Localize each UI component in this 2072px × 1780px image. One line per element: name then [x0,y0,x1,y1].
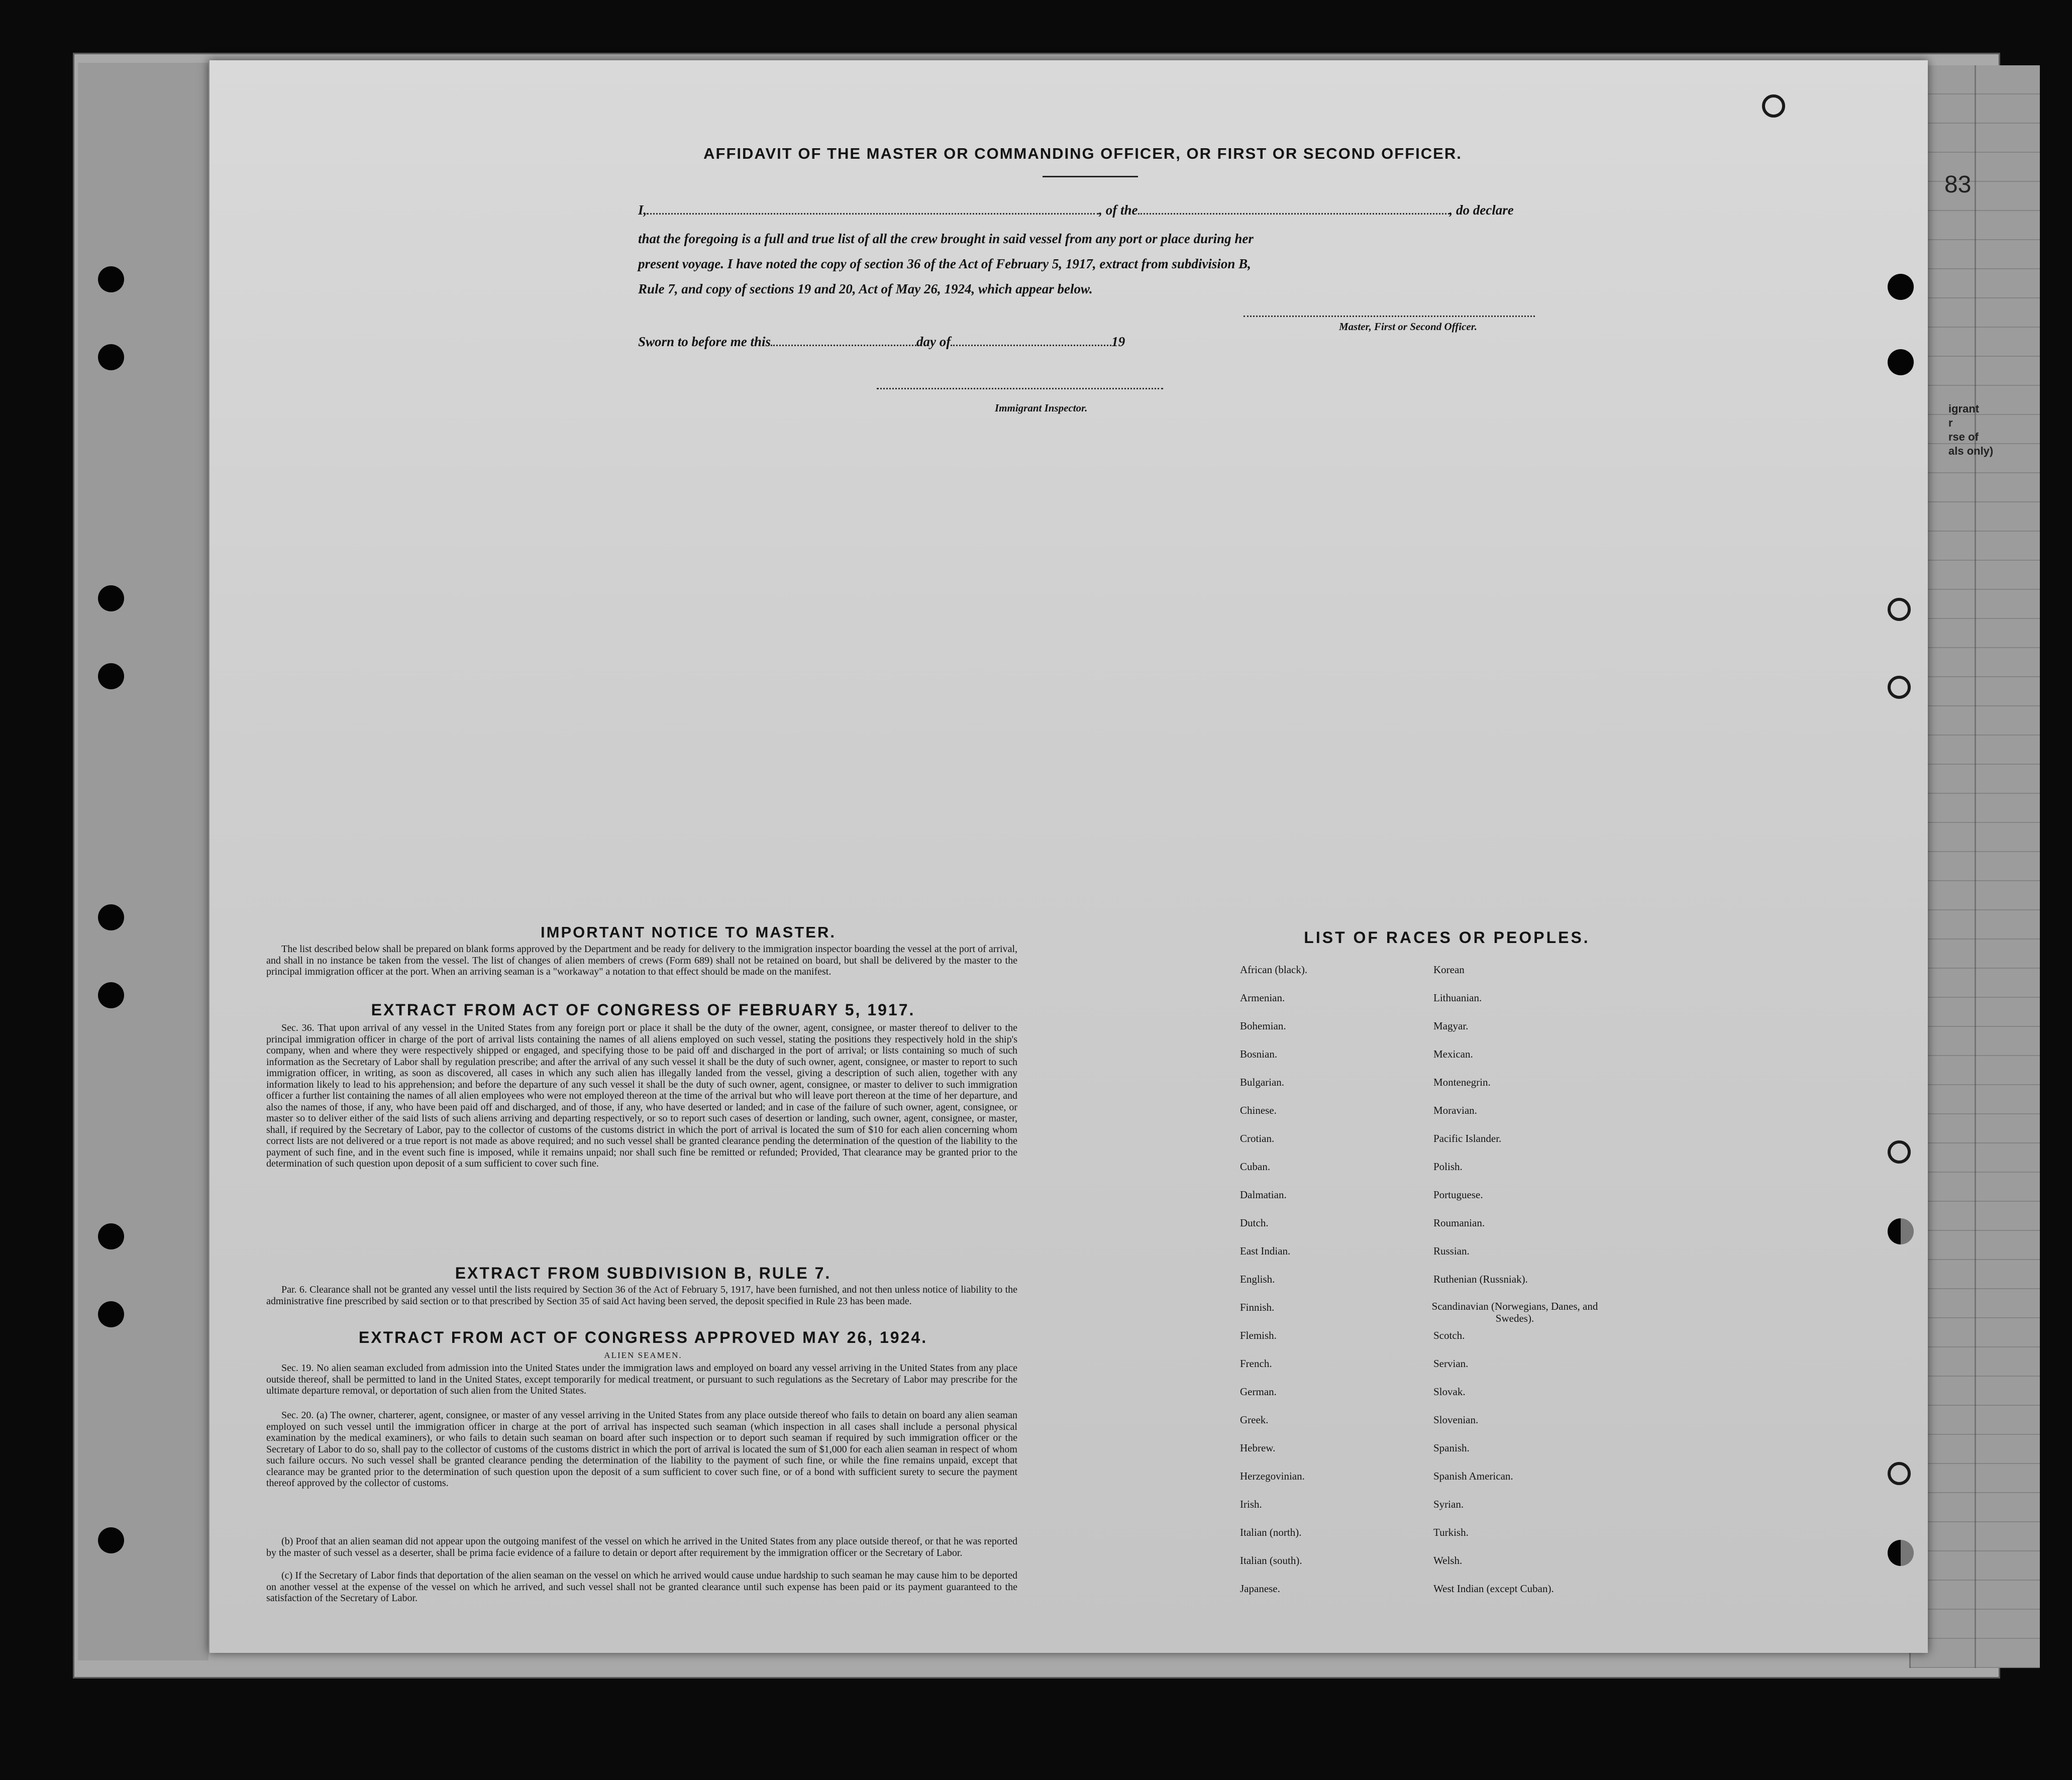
race-item: Scotch. [1433,1329,1465,1341]
race-item: Polish. [1433,1161,1463,1173]
race-item: Mexican. [1433,1048,1473,1060]
binder-hole [98,904,124,930]
race-item: Ruthenian (Russniak). [1433,1273,1528,1285]
race-item: Roumanian. [1433,1217,1485,1229]
race-item: English. [1240,1273,1275,1285]
race-item: Russian. [1433,1245,1470,1257]
race-item: Greek. [1240,1414,1269,1426]
binder-hole [1888,676,1911,699]
race-item: German. [1240,1386,1277,1398]
extract-1917-title: EXTRACT FROM ACT OF CONGRESS OF FEBRUARY 5, 1917. [371,1001,915,1019]
extract-1917-body: Sec. 36. That upon arrival of any vessel in the United States from any foreign port or place it shall be the duty of the owner, agent, consignee, or master thereof to deliver to the principal immigration officer in charge of the port of arrival lists containing the names of all aliens employed on such vessel, stating the positions they respectively hold in the ship's company, when and where they were respectively shipped or engaged, and specifying those to be paid off and discharged in the port of arrival; or lists containing so much of such information as the Secretary of Labor shall by regulation prescribe; and after the arrival of any such vessel it shall be the duty of such owner, agent, consignee, or master to report to such immigration officer, in writing, as soon as discovered, all cases in which any such alien has illegally landed from the vessel, giving a description of such alien, together with any information likely to lead to his apprehension; and before the departure of any such vessel it shall be the duty of such owner, agent, consignee, or master to deliver to such immigration officer a further list containing the names of all alien employees who were not employed thereon at the time of the arrival but who will leave port thereon at the time of her departure, and also the names of those, if any, who have been paid off and discharged, and of those, if any, who have deserted or landed; and in case of the failure of such owner, agent, consignee, or master so to deliver either of the said lists of such aliens arriving and departing respectively, or so to report such cases of desertion or landing, such owner, agent, consignee, or master, shall, if required by the Secretary of Labor, pay to the collector of customs of the customs district in which the port of arrival is located the sum of $10 for each alien concerning whom correct lists are not delivered or a true report is not made as above required; and no such vessel shall be granted clearance pending the determination of the question of the liability to the payment of such fine, and in the event such fine is imposed, while it remains unpaid; nor shall such fine be remitted or refunded; Provided, That clearance may be granted prior to the determination of such question upon deposit of a sum sufficient to cover such fine. [266,1022,1017,1169]
race-item: Montenegrin. [1433,1076,1491,1088]
race-item: Crotian. [1240,1132,1275,1144]
inspector-signature-line [877,388,1163,389]
extract-rule7-title: EXTRACT FROM SUBDIVISION B, RULE 7. [455,1264,832,1282]
race-item: Spanish. [1433,1442,1470,1454]
race-item: East Indian. [1240,1245,1291,1257]
race-item: Moravian. [1433,1104,1477,1116]
race-item: Bosnian. [1240,1048,1278,1060]
extract-1924-sec19: Sec. 19. No alien seaman excluded from admission into the United States under the immigration laws and employed on board any vessel arriving in the United States from any place outside thereof, shall be permitted to land in the United States, except temporarily for medical treatment, or pursuant to such regulations as the Secretary of Labor may prescribe for the ultimate departure removal, or deportation of such alien from the United States. [266,1363,1017,1396]
extract-1924-sec20c: (c) If the Secretary of Labor finds that deportation of the alien seaman on the vessel on which he arrived would cause undue hardship to such seaman he may cause him to be deported on another vessel at the expense of the vessel on which he arrived, and such vessel shall not be granted clearance until such expense has been paid or its payment guaranteed to the satisfaction of the Secretary of Labor. [266,1570,1017,1604]
race-item: Finnish. [1240,1301,1275,1313]
binder-hole [98,982,124,1008]
signature-label: Master, First or Second Officer. [1339,321,1477,333]
race-item: Hebrew. [1240,1442,1276,1454]
race-item: Magyar. [1433,1020,1469,1032]
affidavit-line-1: I, , of the , do declare [638,202,1514,218]
race-item: Servian. [1433,1357,1469,1370]
race-item: West Indian (except Cuban). [1433,1583,1554,1595]
extract-1924-sec20a: Sec. 20. (a) The owner, charterer, agent, consignee, or master of any vessel arriving in the United States from any place outside thereof who fails to detain on board any alien seaman employed on such vessel until the immigration officer in charge at the port of arrival has inspected such seaman (which inspection in all cases shall include a personal physical examination by the medical examiners), or who fails to detain such seaman on board after such inspection or to deport such seaman if required by such immigration officer or the Secretary of Labor to do so, shall pay to the collector of customs of the customs district in which the port of arrival is located the sum of $1,000 for each alien seaman in respect of whom such failure occurs. No such vessel shall be granted clearance pending the determination of the liability to the payment of such fine, or while the fine remains unpaid, except that clearance may be granted prior to the determination of such question upon the deposit of a sum sufficient to cover such fine, or of a bond with sufficient surety to secure the payment thereof approved by the collector of customs. [266,1410,1017,1489]
binder-hole [98,1223,124,1249]
race-item: Bulgarian. [1240,1076,1285,1088]
underlying-left-strip [78,63,209,1660]
binder-hole [98,663,124,689]
race-item: Lithuanian. [1433,992,1482,1004]
alien-seamen-heading: ALIEN SEAMEN. [604,1350,682,1360]
race-item: Irish. [1240,1498,1262,1510]
underlying-right-strip [1909,65,2040,1668]
affidavit-line-3: present voyage. I have noted the copy of section 36 of the Act of February 5, 1917, extract from subdivision B, [638,256,1251,271]
race-item: Cuban. [1240,1161,1271,1173]
race-item: Spanish American. [1433,1470,1513,1482]
notice-title: IMPORTANT NOTICE TO MASTER. [541,923,836,941]
vessel-blank [1138,202,1449,215]
race-item: Japanese. [1240,1583,1280,1595]
binder-hole [98,344,124,370]
race-item: French. [1240,1357,1272,1370]
binder-hole [1888,598,1911,621]
race-item: African (black). [1240,964,1308,976]
binder-hole [98,585,124,611]
binder-hole [1888,349,1914,375]
race-item: Herzegovinian. [1240,1470,1305,1482]
race-item: Turkish. [1433,1526,1469,1538]
race-item: Flemish. [1240,1329,1277,1341]
binder-hole [98,1527,124,1553]
extract-1924-sec20b: (b) Proof that an alien seaman did not appear upon the outgoing manifest of the vessel on which he arrived in the United States from any place outside thereof, or that he was reported by the master of such vessel as a deserter, shall be prima facie evidence of a failure to detain or deport after requirement by the immigration officer or the Secretary of Labor. [266,1536,1017,1558]
affidavit-title: AFFIDAVIT OF THE MASTER OR COMMANDING OFFICER, OR FIRST OR SECOND OFFICER. [703,145,1462,162]
race-item: Chinese. [1240,1104,1277,1116]
binder-hole [1888,1462,1911,1485]
races-title: LIST OF RACES OR PEOPLES. [1304,928,1590,947]
binder-hole [1888,274,1914,300]
binder-hole [1888,1540,1914,1566]
race-item: Dutch. [1240,1217,1269,1229]
race-item: Scandinavian (Norwegians, Danes, and Swedes). [1431,1300,1598,1324]
race-item: Pacific Islander. [1433,1132,1502,1144]
title-rule [1043,176,1138,177]
race-item: Portuguese. [1433,1189,1483,1201]
affidavit-line-4: Rule 7, and copy of sections 19 and 20, Act of May 26, 1924, which appear below. [638,281,1093,296]
race-item: Bohemian. [1240,1020,1286,1032]
binder-hole [1762,94,1785,118]
race-item: Korean [1433,964,1465,976]
binder-hole [1888,1218,1914,1244]
notice-body: The list described below shall be prepared on blank forms approved by the Department and be ready for delivery to the immigration inspector boarding the vessel at the port of arrival, and shall in no instance be taken from the vessel. The list of changes of alien members of crews (Form 689) shall not be retained on board, but shall be delivered by the master to the principal immigration officer at the port. When an arriving seaman is a "workaway" a notation to that effect should be made on the manifest. [266,944,1017,977]
binder-hole [98,1301,124,1327]
extract-1924-title: EXTRACT FROM ACT OF CONGRESS APPROVED MAY 26, 1924. [358,1328,928,1346]
race-item: Armenian. [1240,992,1285,1004]
race-item: Syrian. [1433,1498,1464,1510]
race-item: Dalmatian. [1240,1189,1287,1201]
race-item: Italian (north). [1240,1526,1302,1538]
binder-hole [98,266,124,292]
cut-column-header: igrant r rse of als only) [1948,402,1994,457]
sworn-line: Sworn to before me this day of 19 [638,334,1125,349]
race-item: Slovenian. [1433,1414,1479,1426]
race-item: Slovak. [1433,1386,1466,1398]
inspector-label: Immigrant Inspector. [995,402,1088,414]
page-number: 83 [1944,171,1972,198]
binder-hole [1888,1140,1911,1164]
affidavit-line-2: that the foregoing is a full and true list of all the crew brought in said vessel from any port or place during her [638,231,1254,246]
name-blank [647,202,1099,215]
race-item: Welsh. [1433,1554,1463,1566]
extract-rule7-body: Par. 6. Clearance shall not be granted any vessel until the lists required by Section 36 of the Act of February 5, 1917, have been furnished, and not then unless notice of liability to the administrative fine prescribed by said section or to that prescribed by Section 35 of said Act having been served, the deposit specified in Rule 23 has been made. [266,1284,1017,1307]
signature-line [1244,316,1535,317]
race-item: Italian (south). [1240,1554,1302,1566]
